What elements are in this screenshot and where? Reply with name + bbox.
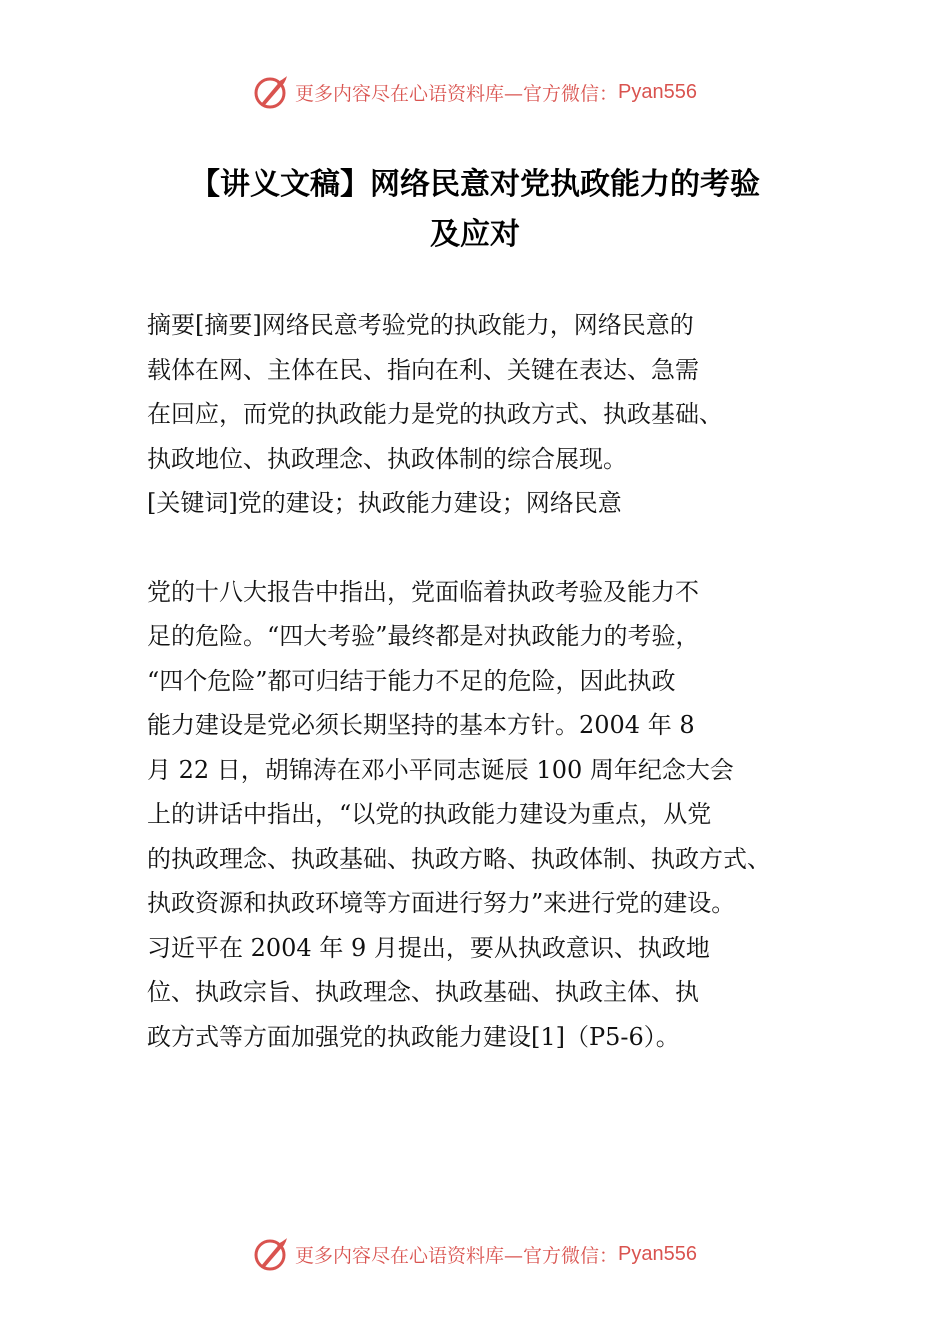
body-line: 执政资源和执政环境等方面进行努力”来进行党的建设。	[147, 889, 736, 917]
footer-watermark	[0, 1236, 950, 1272]
body-line: 习近平在 2004 年 9 月提出，要从执政意识、执政地	[147, 933, 710, 962]
paragraph-gap	[147, 526, 847, 570]
document-body	[147, 303, 847, 1059]
body-line: 能力建设是党必须长期坚持的基本方针。2004 年 8	[147, 711, 695, 739]
body-line: 上的讲话中指出，“以党的执政能力建设为重点，从党	[147, 800, 712, 828]
body-line: 党的十八大报告中指出，党面临着执政考验及能力不	[147, 577, 699, 606]
title-line: 及应对	[430, 217, 520, 252]
watermark-wechat-id: Pyan556	[618, 80, 697, 103]
body-line: 月 22 日，胡锦涛在邓小平同志诞辰 100 周年纪念大会	[147, 755, 734, 784]
abstract-paragraph	[147, 303, 847, 526]
body-line: “四个危险”都可归结于能力不足的危险，因此执政	[147, 666, 676, 695]
abstract-line: 在回应，而党的执政能力是党的执政方式、执政基础、	[147, 400, 723, 428]
title-line: 【讲义文稿】网络民意对党执政能力的考验	[190, 167, 760, 202]
quill-logo-icon	[253, 74, 289, 110]
abstract-line: 执政地位、执政理念、执政体制的综合展现。	[147, 444, 627, 473]
body-line: 位、执政宗旨、执政理念、执政基础、执政主体、执	[147, 978, 699, 1006]
watermark-text: 更多内容尽在心语资料库—官方微信：	[295, 1244, 619, 1267]
watermark-text: 更多内容尽在心语资料库—官方微信：	[295, 82, 619, 105]
abstract-line: 载体在网、主体在民、指向在利、关键在表达、急需	[147, 355, 699, 384]
body-paragraph	[147, 570, 847, 1060]
header-watermark	[0, 74, 950, 110]
watermark-wechat-id: Pyan556	[618, 1242, 697, 1265]
keywords-line: [关键词]党的建设；执政能力建设；网络民意	[147, 489, 622, 517]
body-line: 的执政理念、执政基础、执政方略、执政体制、执政方式、	[147, 844, 771, 873]
abstract-line: 摘要[摘要]网络民意考验党的执政能力，网络民意的	[147, 311, 694, 339]
body-line: 政方式等方面加强党的执政能力建设[1]（P5-6）。	[147, 1022, 680, 1051]
quill-logo-icon	[253, 1236, 289, 1272]
body-line: 足的危险。“四大考验”最终都是对执政能力的考验，	[147, 622, 700, 650]
document-title	[140, 160, 810, 260]
